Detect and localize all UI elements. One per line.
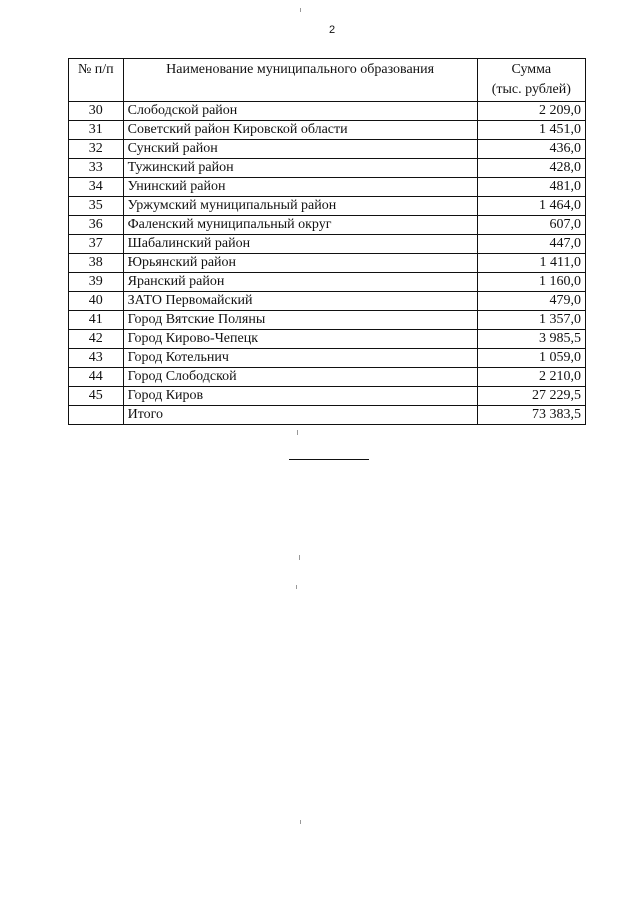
row-name: Город Кирово-Чепецк (123, 330, 477, 349)
row-number: 44 (69, 368, 124, 387)
table-row (69, 178, 586, 197)
table-row (69, 368, 586, 387)
row-name: Сунский район (123, 140, 477, 159)
total-number-empty (69, 406, 124, 425)
row-number: 36 (69, 216, 124, 235)
scan-speck (300, 820, 301, 824)
table-row (69, 140, 586, 159)
table-row (69, 273, 586, 292)
row-sum: 1 059,0 (477, 349, 585, 368)
total-label: Итого (123, 406, 477, 425)
row-sum: 1 411,0 (477, 254, 585, 273)
table-total-row (69, 406, 586, 425)
row-sum: 428,0 (477, 159, 585, 178)
row-sum: 447,0 (477, 235, 585, 254)
table-row (69, 102, 586, 121)
row-number: 40 (69, 292, 124, 311)
scan-speck (297, 430, 298, 435)
row-name: Унинский район (123, 178, 477, 197)
row-sum: 27 229,5 (477, 387, 585, 406)
header-sum-line1: Сумма (511, 62, 552, 77)
table-row (69, 254, 586, 273)
row-number: 35 (69, 197, 124, 216)
row-number: 45 (69, 387, 124, 406)
end-divider-line (289, 459, 369, 460)
row-name: Город Котельнич (123, 349, 477, 368)
table-row (69, 121, 586, 140)
table-row (69, 349, 586, 368)
row-sum: 2 210,0 (477, 368, 585, 387)
table-row (69, 330, 586, 349)
row-sum: 1 160,0 (477, 273, 585, 292)
row-number: 43 (69, 349, 124, 368)
row-name: Шабалинский район (123, 235, 477, 254)
row-name: Город Вятские Поляны (123, 311, 477, 330)
scan-speck (296, 585, 297, 589)
table-row (69, 235, 586, 254)
table-row (69, 387, 586, 406)
row-number: 42 (69, 330, 124, 349)
row-number: 37 (69, 235, 124, 254)
row-sum: 436,0 (477, 140, 585, 159)
row-sum: 479,0 (477, 292, 585, 311)
table-row (69, 292, 586, 311)
row-number: 38 (69, 254, 124, 273)
row-sum: 481,0 (477, 178, 585, 197)
row-sum: 1 464,0 (477, 197, 585, 216)
table-row (69, 197, 586, 216)
table-row (69, 216, 586, 235)
total-sum: 73 383,5 (477, 406, 585, 425)
row-number: 30 (69, 102, 124, 121)
page-number: 2 (328, 24, 336, 36)
row-name: ЗАТО Первомайский (123, 292, 477, 311)
row-sum: 607,0 (477, 216, 585, 235)
table-row (69, 311, 586, 330)
table-row (69, 159, 586, 178)
row-number: 31 (69, 121, 124, 140)
scan-speck (299, 555, 300, 560)
row-sum: 2 209,0 (477, 102, 585, 121)
header-sum-line2: (тыс. рублей) (491, 82, 571, 97)
table-body (69, 102, 586, 425)
row-name: Уржумский муниципальный район (123, 197, 477, 216)
scan-speck (300, 8, 301, 12)
row-number: 34 (69, 178, 124, 197)
row-number: 41 (69, 311, 124, 330)
row-name: Советский район Кировской области (123, 121, 477, 140)
row-name: Город Киров (123, 387, 477, 406)
row-number: 33 (69, 159, 124, 178)
row-sum: 1 451,0 (477, 121, 585, 140)
table-header-row (69, 59, 586, 102)
municipal-sums-table (68, 58, 586, 425)
row-name: Юрьянский район (123, 254, 477, 273)
row-sum: 1 357,0 (477, 311, 585, 330)
header-name: Наименование муниципального образования (123, 59, 477, 102)
row-number: 32 (69, 140, 124, 159)
row-name: Фаленский муниципальный округ (123, 216, 477, 235)
row-name: Слободской район (123, 102, 477, 121)
header-sum (477, 59, 585, 102)
row-name: Тужинский район (123, 159, 477, 178)
row-sum: 3 985,5 (477, 330, 585, 349)
header-number: № п/п (69, 59, 124, 102)
row-name: Город Слободской (123, 368, 477, 387)
row-number: 39 (69, 273, 124, 292)
row-name: Яранский район (123, 273, 477, 292)
